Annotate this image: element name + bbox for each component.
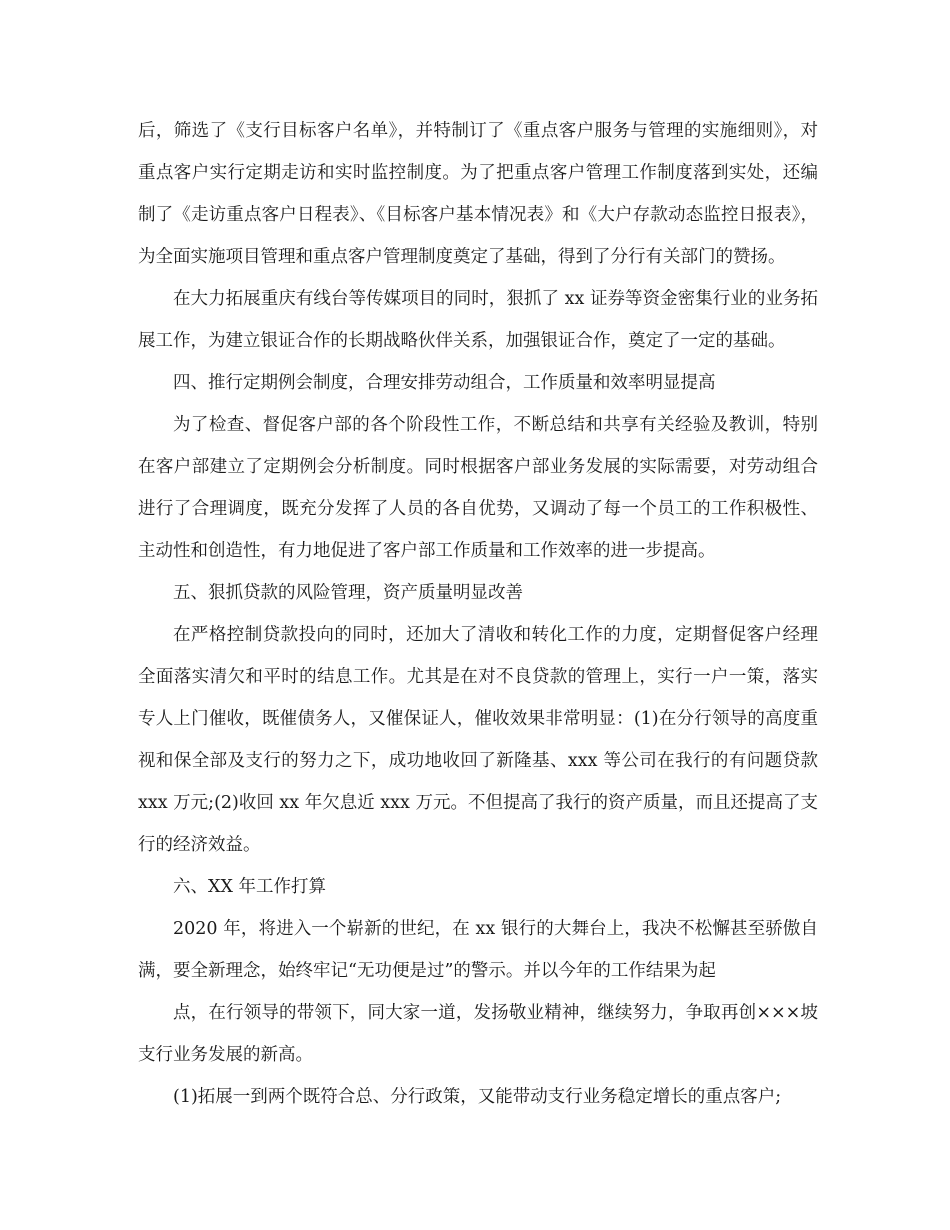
- paragraph-continuation: 后，筛选了《支行目标客户名单》，并特制订了《重点客户服务与管理的实施细则》，对重点客户实行定期走访和实时监控制度。为了把重点客户管理工作制度落到实处，还编制了《走访重点客户日程表》、《目标客户基本情况表》和《大户存款动态监控日报表》，为全面实施项目管理和重点客户管理制度奠定了基础，得到了分行有关部门的赞扬。: [138, 121, 818, 267]
- section-heading-4: 四、推行定期例会制度，合理安排劳动组合，工作质量和效率明显提高: [173, 373, 716, 393]
- paragraph-regular-meetings: 为了检查、督促客户部的各个阶段性工作，不断总结和共享有关经验及教训，特别在客户部建立了定期例会分析制度。同时根据客户部业务发展的实际需要，对劳动组合进行了合理调度，既充分发挥了人员的各自优势，又调动了每一个员工的工作积极性、主动性和创造性，有力地促进了客户部工作质量和工作效率的进一步提高。: [138, 415, 818, 561]
- section-heading-6: 六、XX 年工作打算: [173, 877, 326, 897]
- section-heading-5: 五、狠抓贷款的风险管理，资产质量明显改善: [173, 583, 523, 603]
- paragraph-plan-continued: 点，在行领导的带领下，同大家一道，发扬敬业精神，继续努力，争取再创×××坡支行业务发展的新高。: [138, 1003, 818, 1065]
- paragraph-media-projects: 在大力拓展重庆有线台等传媒项目的同时，狠抓了 xx 证券等资金密集行业的业务拓展工作，为建立银证合作的长期战略伙伴关系，加强银证合作，奠定了一定的基础。: [138, 289, 818, 351]
- list-item-1: (1)拓展一到两个既符合总、分行政策，又能带动支行业务稳定增长的重点客户;: [173, 1087, 782, 1107]
- document-body: [138, 110, 818, 1118]
- paragraph-2020-plan: 2020 年，将进入一个崭新的世纪，在 xx 银行的大舞台上，我决不松懈甚至骄傲自满，要全新理念，始终牢记“无功便是过”的警示。并以今年的工作结果为起: [138, 919, 818, 981]
- paragraph-loan-risk: 在严格控制贷款投向的同时，还加大了清收和转化工作的力度，定期督促客户经理全面落实清欠和平时的结息工作。尤其是在对不良贷款的管理上，实行一户一策，落实专人上门催收，既催债务人，又催保证人，催收效果非常明显：(1)在分行领导的高度重视和保全部及支行的努力之下，成功地收回了新隆基、xxx 等公司在我行的有问题贷款 xxx 万元;(2)收回 xx 年欠息近 xxx 万元。不但提高了我行的资产质量，而且还提高了支行的经济效益。: [138, 625, 818, 855]
